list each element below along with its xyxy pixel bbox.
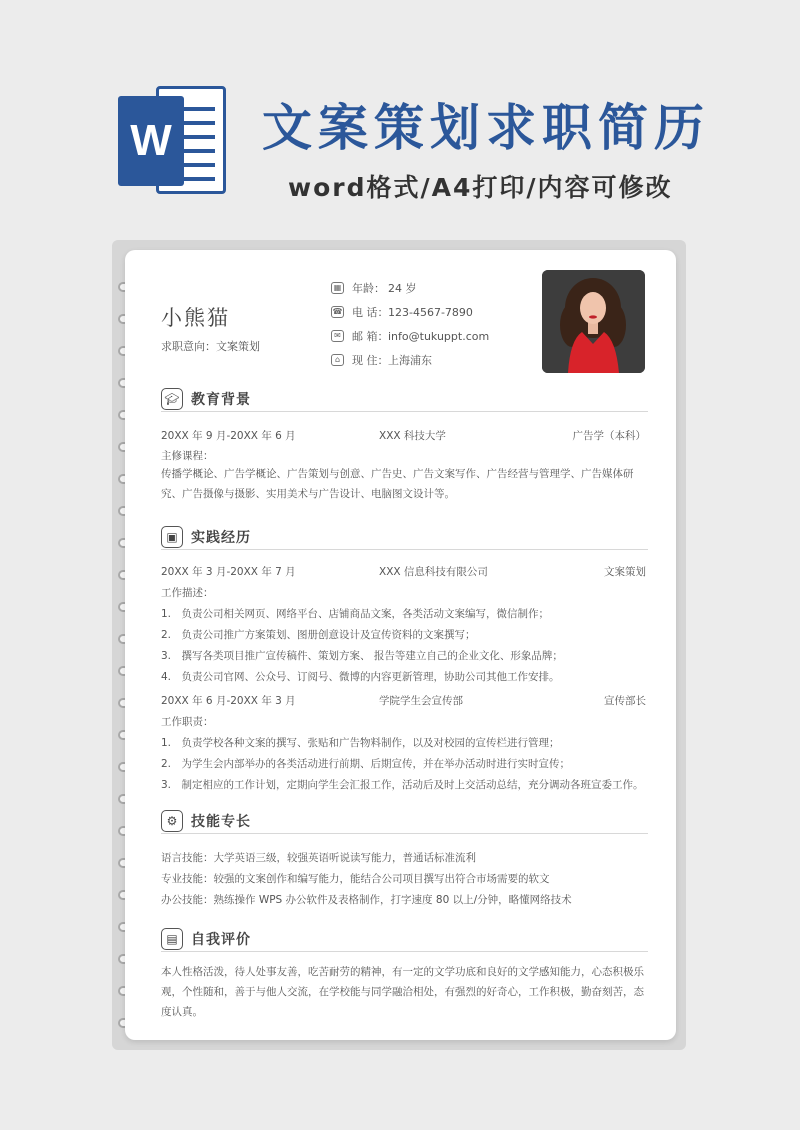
job-date: 20XX 年 3 月-20XX 年 7 月 xyxy=(161,566,296,578)
section-title: 技能专长 xyxy=(191,813,251,830)
section-title: 教育背景 xyxy=(191,391,251,408)
candidate-name: 小熊猫 xyxy=(161,306,230,330)
info-address xyxy=(331,352,432,368)
info-email xyxy=(331,328,489,344)
mail-icon: ✉ xyxy=(331,330,344,342)
info-age xyxy=(331,280,417,296)
education-major: 广告学（本科） xyxy=(572,430,646,442)
job-desc-label: 工作职责： xyxy=(161,716,214,728)
section-title: 实践经历 xyxy=(191,529,251,546)
job-desc-label: 工作描述： xyxy=(161,587,214,599)
education-school: XXX 科技大学 xyxy=(379,430,446,442)
page-subtitle: word格式/A4打印/内容可修改 xyxy=(288,173,673,202)
profile-photo xyxy=(542,270,645,373)
portrait-illustration xyxy=(542,270,645,373)
education-section-header xyxy=(161,386,648,412)
job-item: 1. 负责公司相关网页、网络平台、店铺商品文案，各类活动文案编写，微信制作； xyxy=(161,608,550,620)
word-badge: W xyxy=(118,96,184,186)
section-title: 自我评价 xyxy=(191,931,251,948)
home-icon: ⌂ xyxy=(331,354,344,366)
job-item: 2. 负责公司推广方案策划、图册创意设计及宣传资料的文案撰写； xyxy=(161,629,476,641)
job-intent: 求职意向：文案策划 xyxy=(161,340,260,353)
education-date: 20XX 年 9 月-20XX 年 6 月 xyxy=(161,430,296,442)
id-card-icon: ▤ xyxy=(161,928,183,950)
job-role: 宣传部长 xyxy=(604,695,646,707)
info-label: 邮 箱： xyxy=(352,330,389,343)
calendar-icon: ▦ xyxy=(331,282,344,294)
job-date: 20XX 年 6 月-20XX 年 3 月 xyxy=(161,695,296,707)
resume-paper xyxy=(125,250,676,1040)
skill-item: 办公技能：熟练操作 WPS 办公软件及表格制作，打字速度 80 以上/分钟，略懂网络技术 xyxy=(161,894,572,906)
courses-label: 主修课程： xyxy=(161,450,214,462)
info-phone xyxy=(331,304,473,320)
word-logo-icon xyxy=(118,86,228,194)
job-role: 文案策划 xyxy=(604,566,646,578)
job-org: XXX 信息科技有限公司 xyxy=(379,566,488,578)
page-title: 文案策划求职简历 xyxy=(262,99,710,157)
graduation-cap-icon: 🎓︎ xyxy=(161,388,183,410)
self-eval-section-header xyxy=(161,926,648,952)
info-label: 现 住： xyxy=(352,354,389,367)
job-item: 3. 制定相应的工作计划，定期向学生会汇报工作，活动后及时上交活动总结，充分调动各班宣委工作。 xyxy=(161,779,644,791)
info-label: 年龄： xyxy=(352,282,385,295)
info-value: 上海浦东 xyxy=(388,354,432,367)
self-eval-text: 本人性格活泼，待人处事友善，吃苦耐劳的精神，有一定的文学功底和良好的文学感知能力，心态积极乐观，个性随和，善于与他人交流，在学校能与同学融洽相处，有强烈的好奇心，工作积极，勤奋刻苦，态度认真。 xyxy=(161,966,644,1018)
info-label: 电 话： xyxy=(352,306,389,319)
job-org: 学院学生会宣传部 xyxy=(379,695,463,707)
info-value: 24 岁 xyxy=(388,282,417,295)
skills-section-header xyxy=(161,808,648,834)
job-item: 4. 负责公司官网、公众号、订阅号、微博的内容更新管理，协助公司其他工作安排。 xyxy=(161,671,560,683)
info-value: 123-4567-7890 xyxy=(388,305,473,319)
briefcase-icon: ▣ xyxy=(161,526,183,548)
phone-icon: ☎ xyxy=(332,307,343,316)
job-item: 2. 为学生会内部举办的各类活动进行前期、后期宣传，并在举办活动时进行实时宣传； xyxy=(161,758,571,770)
skill-item: 专业技能：较强的文案创作和编写能力，能结合公司项目撰写出符合市场需要的软文 xyxy=(161,873,550,885)
gear-icon: ⚙ xyxy=(161,810,183,832)
skill-item: 语言技能：大学英语三级，较强英语听说读写能力，普通话标准流利 xyxy=(161,852,476,864)
job-item: 3. 撰写各类项目推广宣传稿件、策划方案、 报告等建立自己的企业文化、形象品牌； xyxy=(161,650,563,662)
job-item: 1. 负责学校各种文案的撰写、张贴和广告物料制作，以及对校园的宣传栏进行管理； xyxy=(161,737,560,749)
experience-section-header xyxy=(161,524,648,550)
info-value: info@tukuppt.com xyxy=(388,329,490,343)
courses-text: 传播学概论、广告学概论、广告策划与创意、广告史、广告文案写作、广告经营与管理学、广告媒体研究、广告摄像与摄影、实用美术与广告设计、电脑图文设计等。 xyxy=(161,468,634,500)
